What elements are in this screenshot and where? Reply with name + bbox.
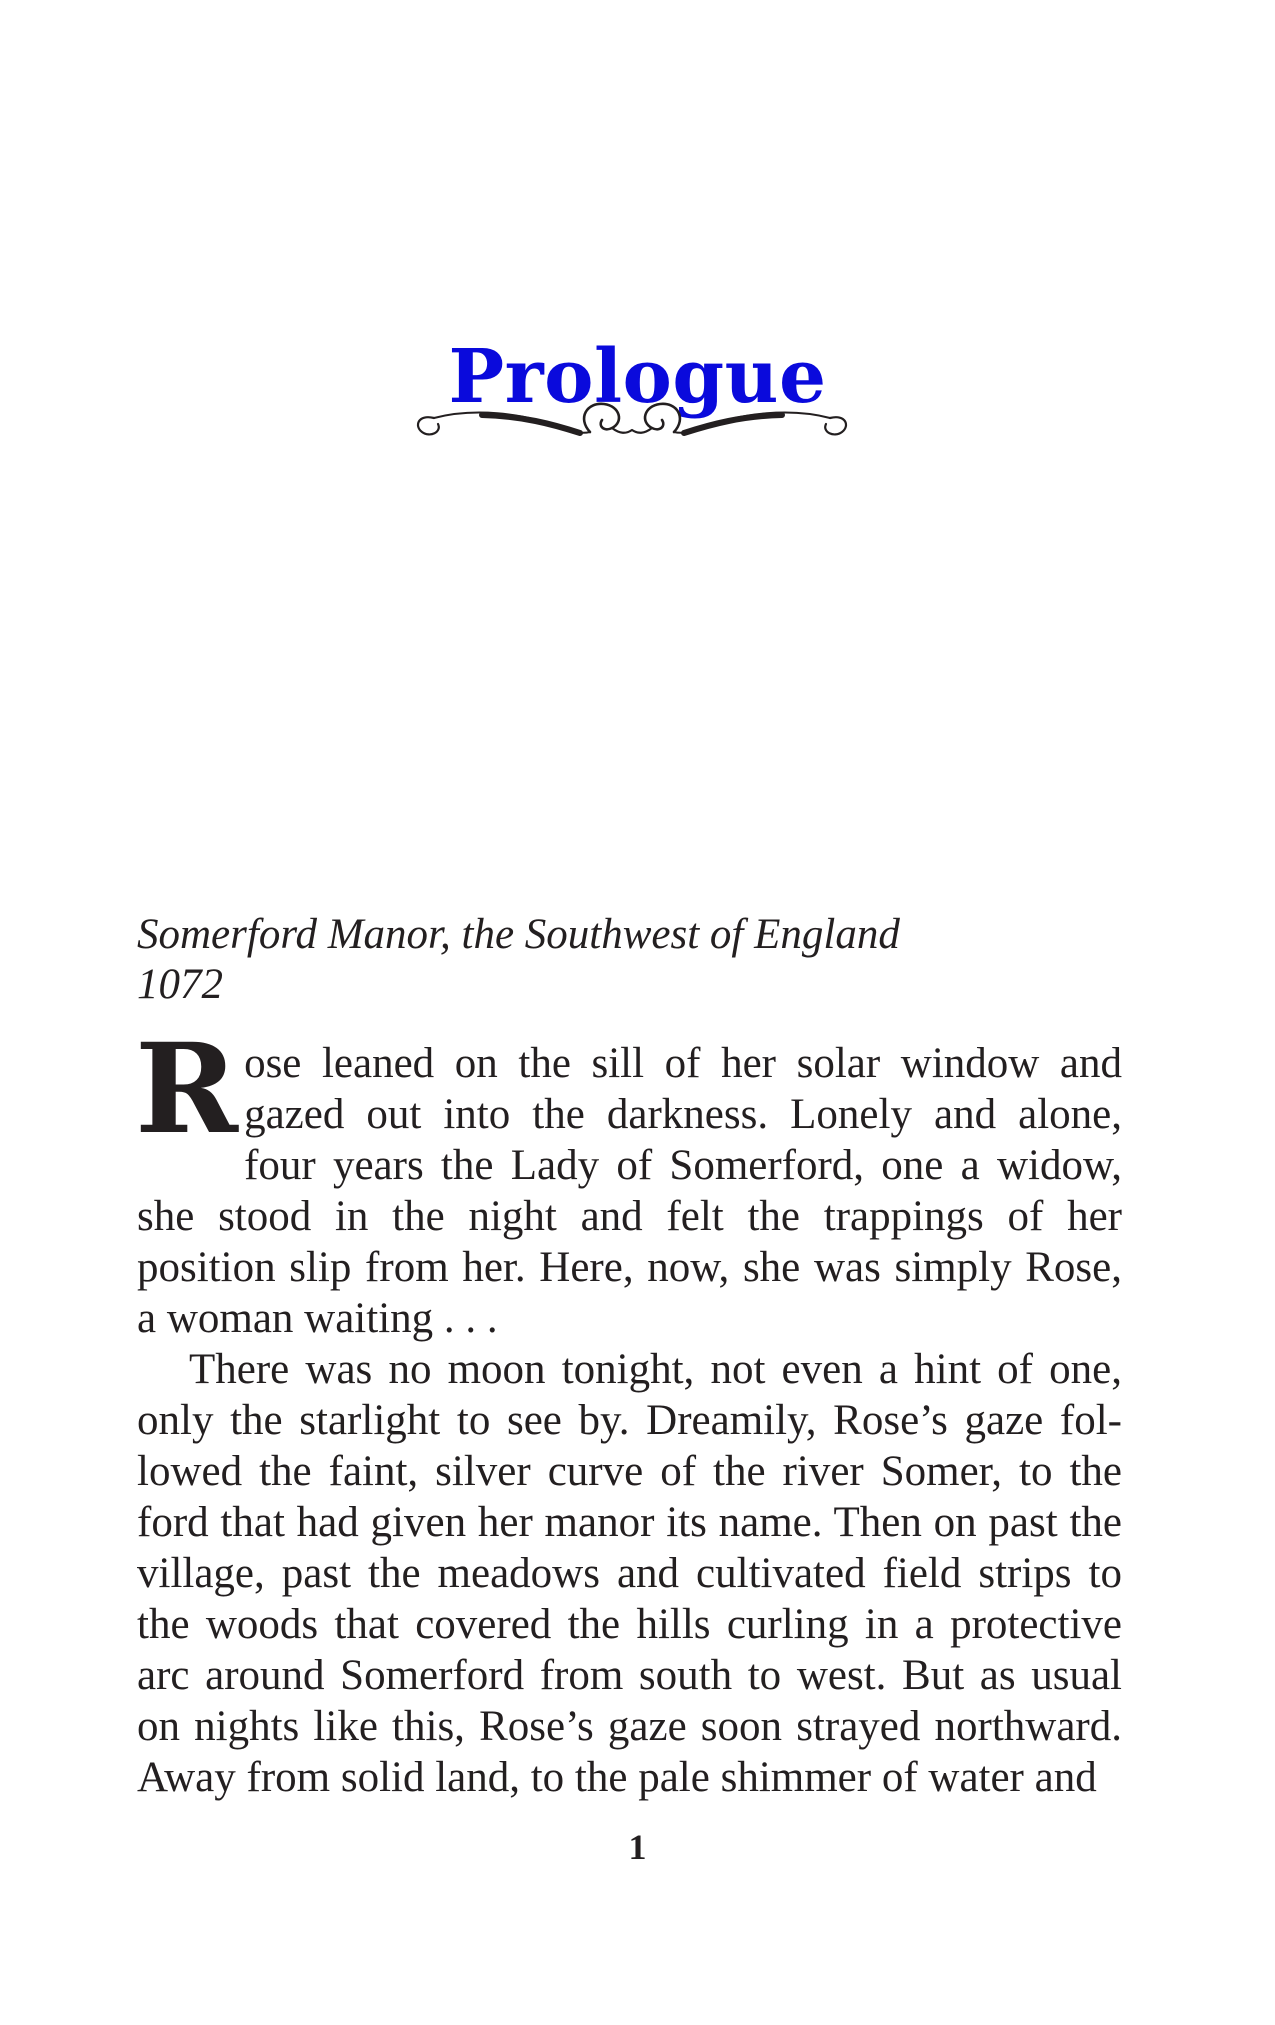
dateline-place: Somerford Manor, the Southwest of England — [137, 911, 900, 958]
drop-cap: R — [135, 1017, 239, 1162]
page-number: 1 — [628, 1827, 647, 1867]
paragraph-1-text: ose leaned on the sill of her solar window and gazed out into the darkness. Lonely and alone, four years the Lady of Somerford, one a widow, she stood in the night and felt the trappings of her position slip from her. Here, now, she was simply Rose, a woman waiting . . . — [137, 1040, 1122, 1342]
chapter-title: Prologue — [448, 333, 827, 420]
paragraph-1 — [135, 1017, 1122, 1344]
dateline — [137, 910, 1137, 1010]
flourish-divider-icon — [412, 388, 852, 440]
paragraph-2: There was no moon tonight, not even a hint of one, only the starlight to see by. Dreamily, Rose’s gaze followed the faint, silver curve of the river Somer, to the ford that had given her manor its name. Then on past the village, past the meadows and cultivated field strips to the woods that covered the hills curling in a protective arc around Somerford from south to west. But as usual on nights like this, Rose’s gaze soon strayed northward. Away from solid land, to the pale shimmer of water and — [137, 1346, 1122, 1801]
dateline-year: 1072 — [137, 961, 223, 1008]
body-text — [135, 1017, 1122, 1803]
